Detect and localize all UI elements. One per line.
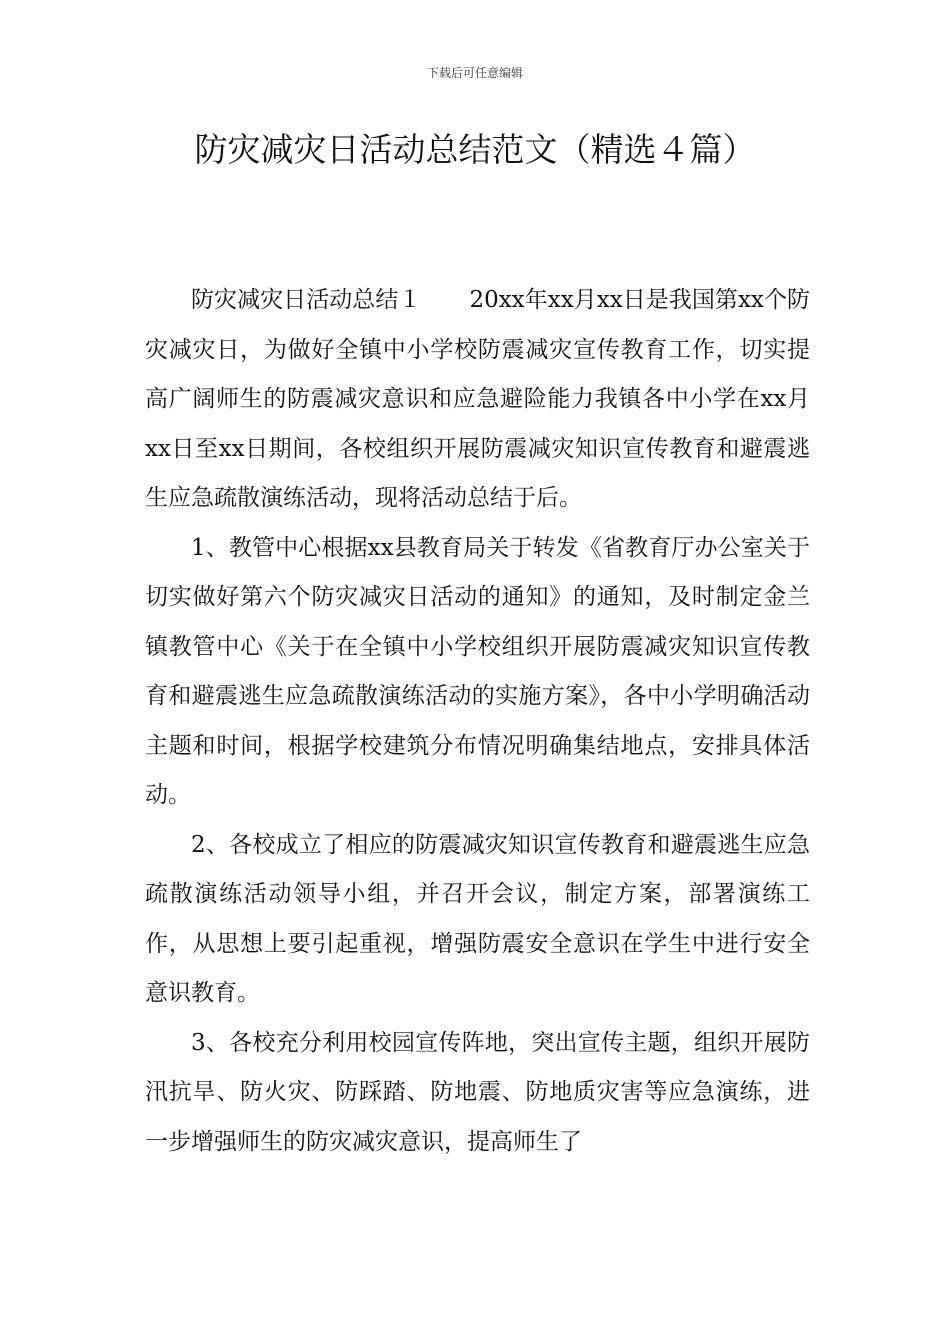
paragraph-2: 2、各校成立了相应的防震减灾知识宣传教育和避震逃生应急疏散演练活动领导小组，并召开会议，制定方案，部署演练工作，从思想上要引起重视，增强防震安全意识在学生中进行安全意识教育。	[145, 831, 810, 1006]
paragraph-3: 3、各校充分利用校园宣传阵地，突出宣传主题，组织开展防汛抗旱、防火灾、防踩踏、防地震、防地质灾害等应急演练，进一步增强师生的防灾减灾意识，提高师生了	[145, 1029, 810, 1155]
paragraph-1: 1、教管中心根据xx县教育局关于转发《省教育厅办公室关于切实做好第六个防灾减灾日活动的通知》的通知，及时制定金兰镇教管中心《关于在全镇中小学校组织开展防震减灾知识宣传教育和避震逃生应急疏散演练活动的实施方案》，各中小学明确活动主题和时间，根据学校建筑分布情况明确集结地点，安排具体活动。	[145, 534, 810, 808]
header-note: 下载后可任意编辑	[426, 66, 523, 80]
document-title: 防灾减灾日活动总结范文（精选４篇）	[194, 130, 756, 169]
intro-text: 20xx年xx月xx日是我国第xx个防灾减灾日，为做好全镇中小学校防震减灾宣传教育工作，切实提高广阔师生的防震减灾意识和应急避险能力我镇各中小学在xx月xx日至xx日期间，各校组织开展防震减灾知识宣传教育和避震逃生应急疏散演练活动，现将活动总结于后。	[145, 287, 810, 511]
intro-paragraph	[145, 276, 810, 524]
document-body	[145, 276, 810, 1167]
section-heading: 防灾减灾日活动总结１	[191, 287, 422, 313]
